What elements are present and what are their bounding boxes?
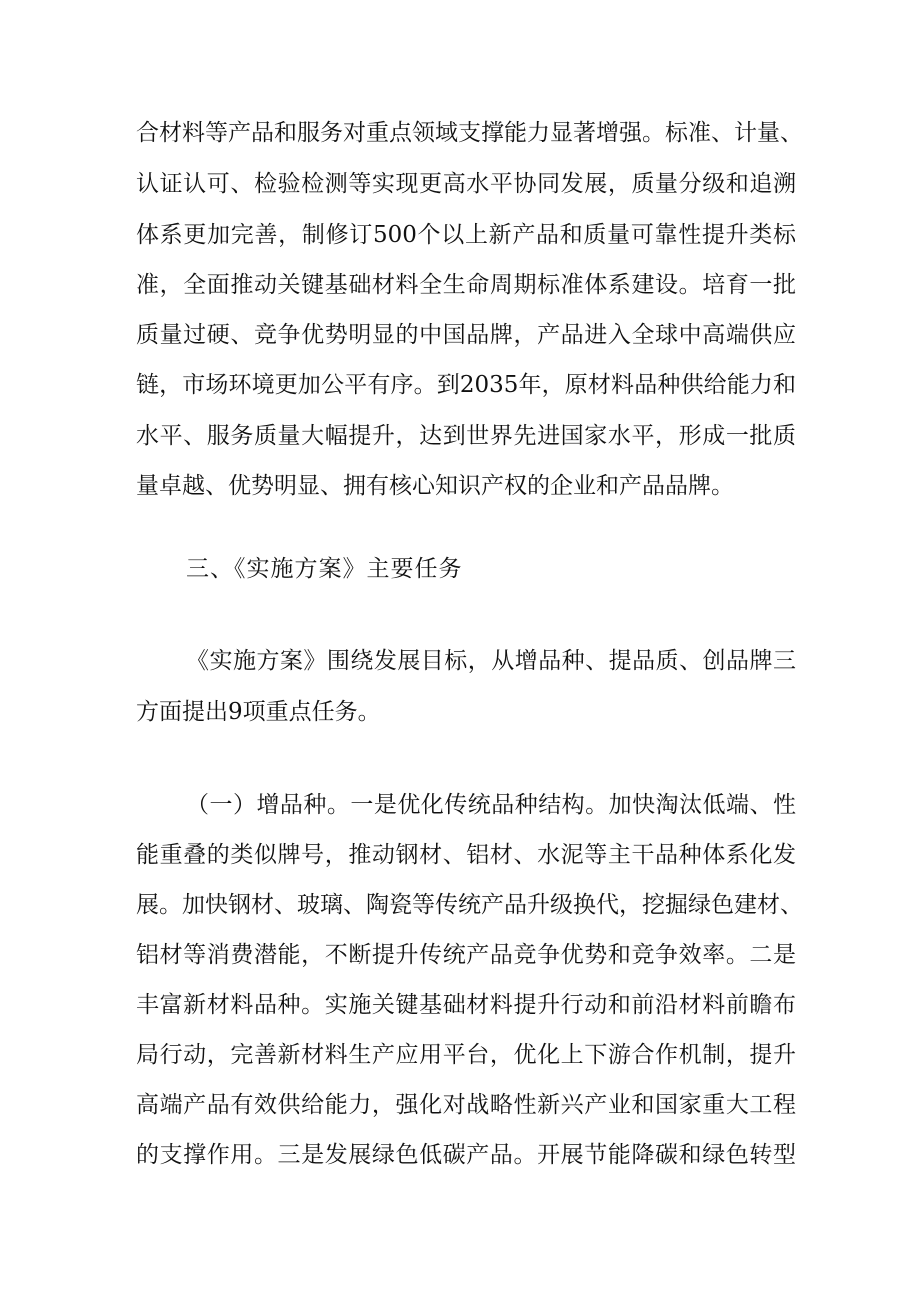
- paragraph-line: 丰富新材料品种。实施关键基础材料提升行动和前沿材料前瞻布: [136, 992, 796, 1018]
- paragraph-line: 高端产品有效供给能力，强化对战略性新兴产业和国家重大工程: [136, 1092, 796, 1118]
- paragraph-line: 水平、服务质量大幅提升，达到世界先进国家水平，形成一批质: [136, 423, 796, 449]
- paragraph-line: 体系更加完善，制修订500个以上新产品和质量可靠性提升类标: [136, 222, 796, 248]
- paragraph-line: 合材料等产品和服务对重点领域支撑能力显著增强。标准、计量、: [136, 120, 803, 146]
- paragraph-line: （一）增品种。一是优化传统品种结构。加快淘汰低端、性: [186, 792, 796, 818]
- paragraph-line: 准，全面推动关键基础材料全生命周期标准体系建设。培育一批: [136, 272, 796, 298]
- paragraph-line: 能重叠的类似牌号，推动钢材、铝材、水泥等主干品种体系化发: [136, 842, 796, 868]
- paragraph-line: 质量过硬、竞争优势明显的中国品牌，产品进入全球中高端供应: [136, 322, 796, 348]
- paragraph-line: 认证认可、检验检测等实现更高水平协同发展，质量分级和追溯: [136, 171, 796, 197]
- paragraph-line: 展。加快钢材、玻璃、陶瓷等传统产品升级换代，挖掘绿色建材、: [136, 892, 803, 918]
- paragraph-line: 铝材等消费潜能，不断提升传统产品竞争优势和竞争效率。二是: [136, 942, 796, 968]
- paragraph-line: 量卓越、优势明显、拥有核心知识产权的企业和产品品牌。: [136, 473, 734, 499]
- paragraph-line: 的支撑作用。三是发展绿色低碳产品。开展节能降碳和绿色转型: [136, 1142, 796, 1168]
- section-heading: 三、《实施方案》主要任务: [186, 556, 463, 582]
- paragraph-line: 链，市场环境更加公平有序。到2035年，原材料品种供给能力和: [136, 372, 796, 398]
- paragraph-line: 方面提出9项重点任务。: [136, 699, 381, 725]
- paragraph-line: 局行动，完善新材料生产应用平台，优化上下游合作机制，提升: [136, 1042, 796, 1068]
- paragraph-line: 《实施方案》围绕发展目标，从增品种、提品质、创品牌三: [186, 648, 796, 674]
